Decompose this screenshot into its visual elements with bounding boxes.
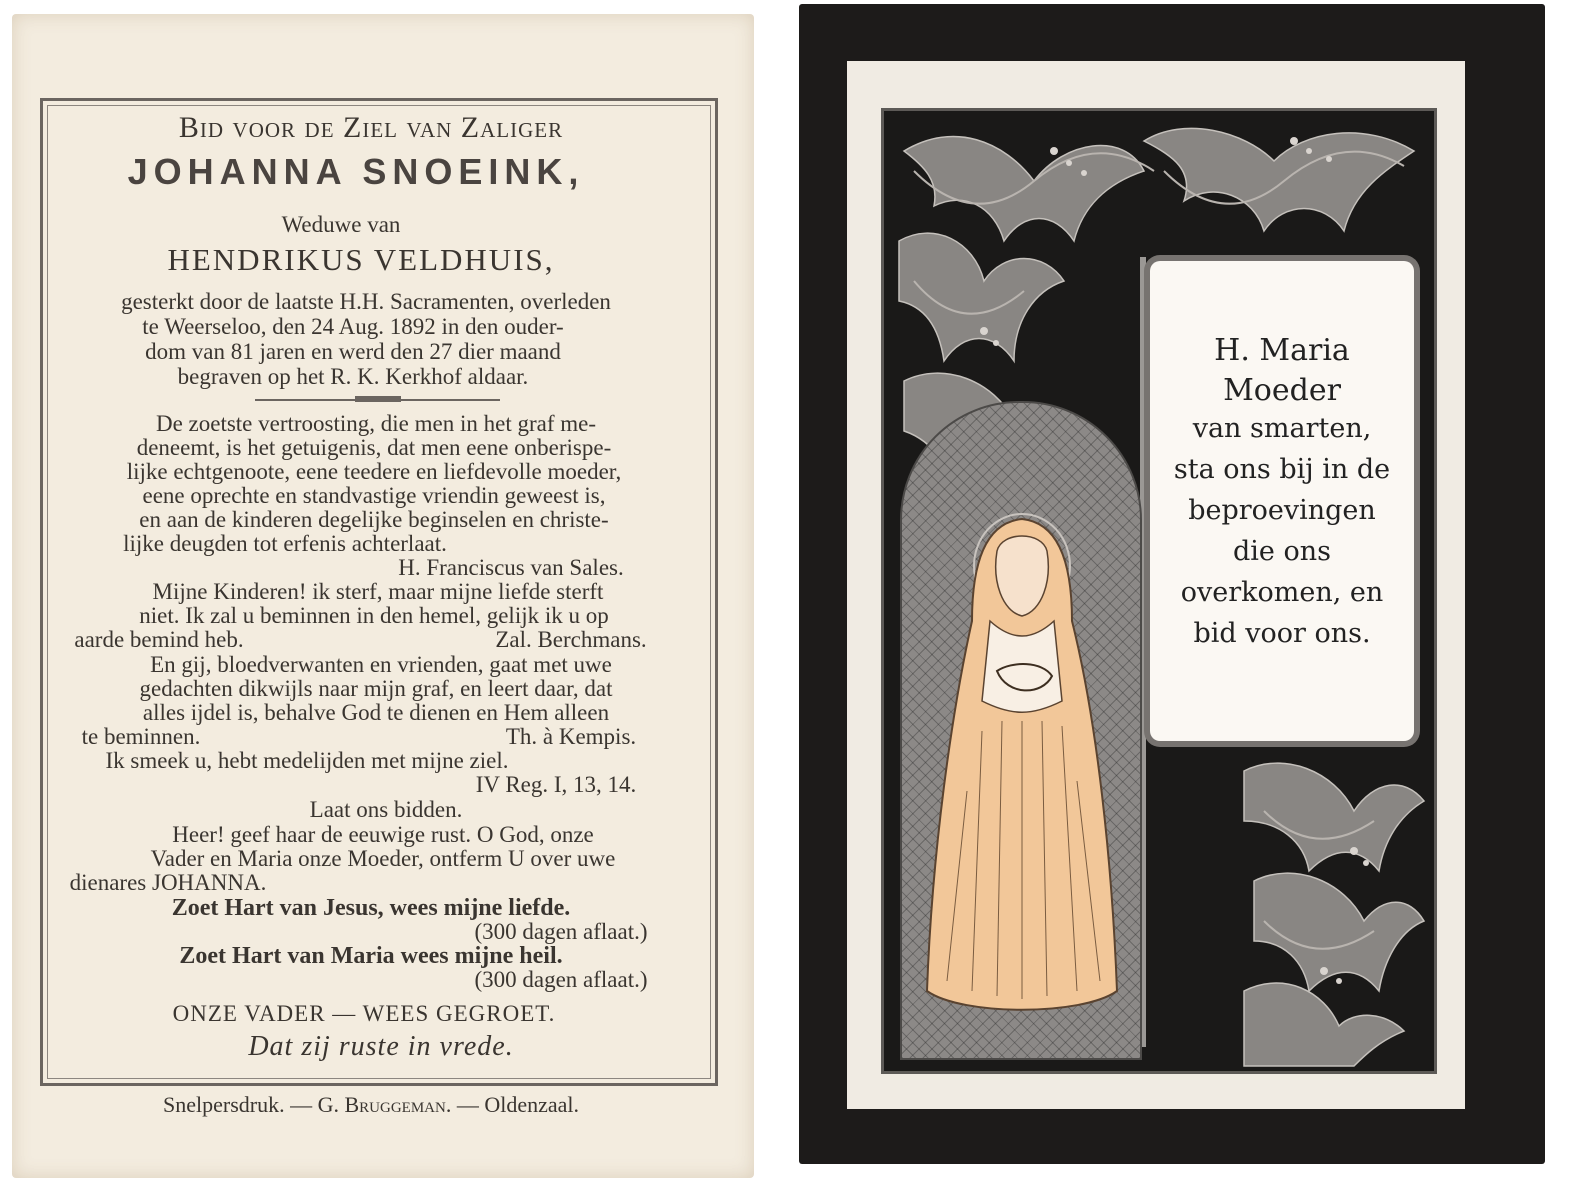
husband-name: HENDRIKUS VELDHUIS, [167,242,555,277]
quote-line: lijke deugden tot erfenis achterlaat. [123,531,447,556]
printer-suffix: . — Oldenzaal. [445,1092,579,1117]
indulgence-note: (300 dagen aflaat.) [474,967,648,992]
quote-line: Mijne Kinderen! ik sterf, maar mijne liefde sterft [152,579,604,604]
deceased-name: JOHANNA SNOEINK, [127,151,585,192]
quote-source: H. Franciscus van Sales. [398,555,624,580]
quote-source: IV Reg. I, 13, 14. [475,772,637,797]
prayer-heading: Laat ons bidden. [309,797,463,822]
quote-line: te beminnen. [81,724,201,749]
verse-line: die ons [1233,536,1331,567]
invocation-jesus: Zoet Hart van Jesus, wees mijne liefde. [171,895,571,921]
biography-line: begraven op het R. K. Kerkhof aldaar. [177,364,529,389]
quote-line: niet. Ik zal u beminnen in den hemel, gelijk ik u op [139,603,609,628]
biography-line: dom van 81 jaren en werd den 27 dier maand [145,339,561,364]
indulgence-note: (300 dagen aflaat.) [474,919,648,944]
quote-line: De zoetste vertroosting, die men in het graf me- [155,411,597,436]
quote-line: deneemt, is het getuigenis, dat men eene onberispe- [136,435,612,460]
prayer-line: Vader en Maria onze Moeder, ontferm U over uwe [150,846,616,871]
quote-line: eene oprechte en standvastige vriendin geweest is, [142,483,606,508]
prayer-heading: Bid voor de Ziel van Zaliger [178,111,564,144]
quote-line: En gij, bloedverwanten en vrienden, gaat met uwe [150,652,612,677]
verse-panel [1150,261,1414,741]
ornamental-frame [881,108,1437,1074]
quote-line: aarde bemind heb. [74,627,244,652]
closing-prayers: ONZE VADER — WEES GEGROET. [172,1001,556,1026]
widow-of-label: Weduwe van [281,212,401,237]
rest-in-peace: Dat zij ruste in vrede. [248,1031,514,1062]
verse-line: van smarten, [1192,413,1372,444]
separator-ornament [355,396,401,402]
biography-line: gesterkt door de laatste H.H. Sacramenten, overleden [121,289,611,314]
prayer-line: dienares JOHANNA. [69,870,267,895]
verse-line: sta ons bij in de [1173,454,1391,485]
quote-line: alles ijdel is, behalve God te dienen en Hem alleen [142,700,610,725]
quote-source: Zal. Berchmans. [495,627,647,652]
invocation-maria: Zoet Hart van Maria wees mijne heil. [179,943,563,969]
quote-line: en aan de kinderen degelijke beginselen en christe- [139,507,609,532]
mater-dolorosa-figure [902,471,1142,1031]
quote-line: gedachten dikwijls naar mijn graf, en leert daar, dat [139,676,613,701]
printer-prefix: Snelpersdruk. — [163,1092,318,1117]
verse-line: bid voor ons. [1193,618,1371,649]
quote-line: lijke echtgenoote, eene teedere en liefdevolle moeder, [126,459,622,484]
printer-imprint [0,1092,742,1118]
verse-line: Moeder [1223,373,1341,408]
memorial-card-image-side [799,4,1545,1164]
printer-name: G. Bruggeman [317,1092,446,1117]
verse-line: overkomen, en [1180,577,1384,608]
quote-source: Th. à Kempis. [505,724,637,749]
verse-line: beproevingen [1188,495,1376,526]
quote-line: Ik smeek u, hebt medelijden met mijne ziel. [105,748,509,773]
verse-line: H. Maria [1214,333,1350,368]
biography-line: te Weerseloo, den 24 Aug. 1892 in den ouder- [142,314,564,339]
prayer-line: Heer! geef haar de eeuwige rust. O God, onze [172,822,594,847]
